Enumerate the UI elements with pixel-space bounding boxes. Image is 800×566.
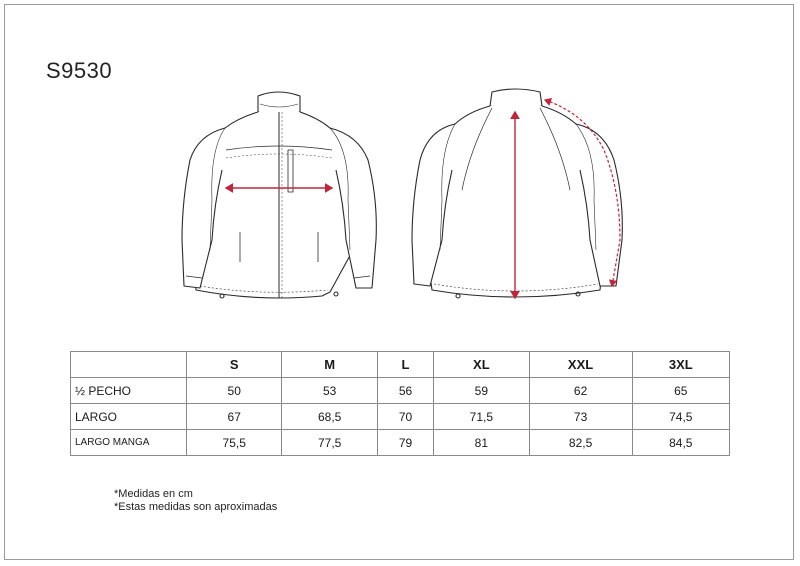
size-header-s: S — [187, 352, 282, 378]
table-cell: 59 — [434, 378, 529, 404]
table-cell: 53 — [282, 378, 377, 404]
row-label-sleeve-length: LARGO MANGA — [71, 430, 187, 456]
size-header-xl: XL — [434, 352, 529, 378]
table-cell: 68,5 — [282, 404, 377, 430]
table-cell: 65 — [632, 378, 729, 404]
table-cell: 73 — [529, 404, 632, 430]
size-header-l: L — [377, 352, 433, 378]
table-cell: 81 — [434, 430, 529, 456]
jacket-back — [412, 89, 622, 298]
row-label-length: LARGO — [71, 404, 187, 430]
size-header-xxl: XXL — [529, 352, 632, 378]
table-cell: 82,5 — [529, 430, 632, 456]
table-cell: 71,5 — [434, 404, 529, 430]
note-units: *Medidas en cm — [114, 488, 193, 500]
table-cell: 67 — [187, 404, 282, 430]
table-cell: 75,5 — [187, 430, 282, 456]
jacket-front — [182, 92, 376, 298]
table-cell: 84,5 — [632, 430, 729, 456]
product-code: S9530 — [46, 58, 113, 83]
table-cell: 56 — [377, 378, 433, 404]
table-cell: 62 — [529, 378, 632, 404]
table-cell: 79 — [377, 430, 433, 456]
table-cell: 74,5 — [632, 404, 729, 430]
row-label-chest: ½ PECHO — [71, 378, 187, 404]
table-cell: 77,5 — [282, 430, 377, 456]
table-cell: 50 — [187, 378, 282, 404]
size-table — [70, 351, 730, 456]
size-header-3xl: 3XL — [632, 352, 729, 378]
size-header-empty — [71, 352, 187, 378]
notes — [114, 488, 277, 514]
size-header-m: M — [282, 352, 377, 378]
table-row — [71, 404, 730, 430]
table-row — [71, 378, 730, 404]
size-header-row — [71, 352, 730, 378]
table-cell: 70 — [377, 404, 433, 430]
note-approximate: *Estas medidas son aproximadas — [114, 501, 278, 513]
table-row — [71, 430, 730, 456]
